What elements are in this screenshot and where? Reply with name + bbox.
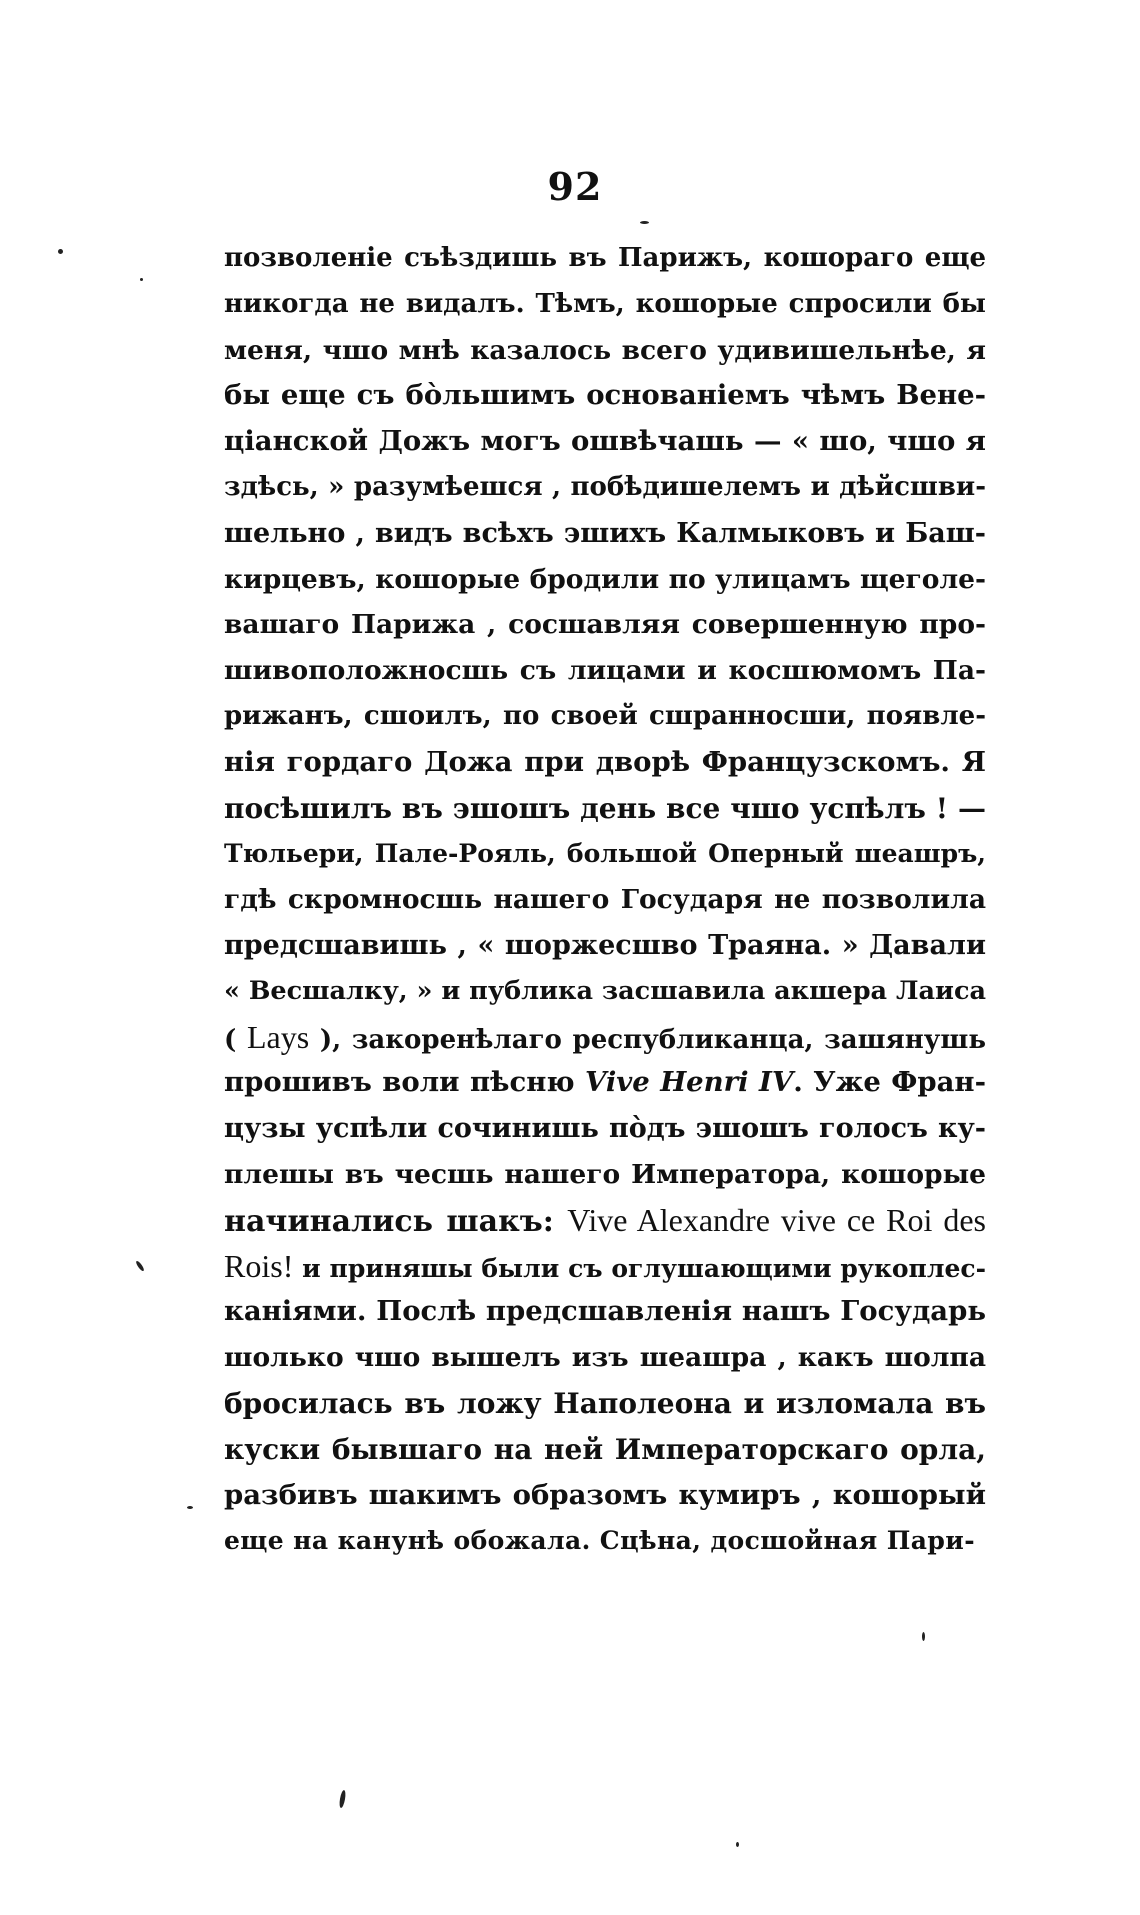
text-segment: еще на канунѣ обожала. Сцѣна, досшойная Пари- (224, 1526, 975, 1556)
text-line (224, 1198, 986, 1244)
latin-phrase: Rois! (224, 1247, 294, 1284)
text-segment: позволеніе съѣздишь въ Парижъ, кошораго еще (224, 243, 986, 273)
text-segment: . Уже Фран- (793, 1066, 986, 1099)
text-segment: цузы успѣли сочинишь по̀дъ эшошъ голосъ ку- (224, 1113, 986, 1145)
text-line (224, 511, 986, 557)
scan-speck (140, 278, 143, 281)
text-segment: « Весшалку, » и публика засшавила акшера Лаиса (224, 975, 986, 1006)
text-line (224, 648, 986, 694)
scan-speck (187, 1506, 193, 1509)
text-segment: куски бывшаго на ней Императорскаго орла, (224, 1432, 986, 1466)
text-segment: и приняшы были съ оглушающими рукоплес- (293, 1253, 986, 1283)
page-number: 92 (547, 164, 603, 209)
text-segment: разбивъ шакимъ образомъ кумиръ , кошорый (224, 1478, 986, 1511)
text-line (224, 877, 986, 923)
text-line (224, 1335, 986, 1381)
text-line (224, 1060, 986, 1106)
text-segment: предсшавишь , « шоржесшво Траяна. » Давали (224, 929, 986, 961)
text-segment: кирцевъ, кошорые бродили по улицамъ щеголе- (224, 563, 986, 595)
text-line (224, 786, 986, 832)
text-segment: прошивъ воли пѣсню (224, 1066, 585, 1099)
text-line (224, 923, 986, 969)
text-segment: бросилась въ ложу Наполеона и изломала въ (224, 1386, 986, 1420)
text-line (224, 236, 986, 282)
scan-speck (338, 1790, 346, 1809)
scan-speck (58, 249, 63, 254)
scan-speck (922, 1632, 925, 1641)
text-line (224, 831, 986, 877)
text-line (224, 419, 986, 465)
text-segment: гдѣ скромносшь нашего Государя не позволила (224, 884, 986, 916)
text-line (224, 1427, 986, 1473)
text-segment: бы еще съ бо̀льшимъ основаніемъ чѣмъ Вене- (224, 379, 986, 412)
text-segment: каніями. Послѣ предсшавленія нашъ Государь (224, 1295, 986, 1328)
latin-phrase: Vive Alexandre vive ce Roi des (567, 1201, 986, 1238)
text-line (224, 282, 986, 328)
text-segment: шивоположносшь съ лицами и косшюмомъ Па- (224, 655, 986, 687)
text-segment: плешы въ чесшь нашего Императора, кошорые (224, 1158, 986, 1190)
text-segment: Тюльери, Пале-Рояль, большой Оперный шеашръ, (224, 839, 986, 869)
text-line (224, 328, 986, 374)
text-segment: вашаго Парижа , сосшавляя совершенную про- (224, 609, 986, 641)
latin-phrase: Lays (246, 1018, 310, 1055)
text-line (224, 969, 986, 1015)
text-segment: ціанской Дожъ могъ ошвѣчашь — « шо, чшо я (224, 425, 986, 458)
text-line (224, 1518, 986, 1564)
text-segment: ), закоренѣлаго республиканца, зашянушь (309, 1024, 986, 1055)
text-line (224, 1473, 986, 1519)
scan-speck (135, 1260, 145, 1272)
text-segment: шолько чшо вышелъ изъ шеашра , какъ шолпа (224, 1342, 986, 1374)
text-line (224, 602, 986, 648)
text-line (224, 694, 986, 740)
text-line (224, 465, 986, 511)
text-segment: никогда не видалъ. Тѣмъ, кошорые спросили бы (224, 288, 986, 319)
scan-speck (736, 1842, 739, 1847)
text-segment: здѣсь, » разумѣешся , побѣдишелемъ и дѣйсшви- (224, 471, 986, 502)
body-text (224, 236, 986, 1564)
text-segment: шельно , видъ всѣхъ эшихъ Калмыковъ и Баш- (224, 517, 986, 549)
text-segment: начинались шакъ: (224, 1203, 568, 1239)
text-line (224, 373, 986, 419)
text-line (224, 557, 986, 603)
text-line (224, 1381, 986, 1427)
text-segment: рижанъ, сшоилъ, по своей сшранносши, появле- (224, 700, 986, 731)
text-line (224, 740, 986, 786)
text-segment: меня, чшо мнѣ казалось всего удивишельнѣе, я (224, 334, 986, 366)
text-line (224, 1152, 986, 1198)
scan-speck (640, 221, 649, 224)
text-line (224, 1289, 986, 1335)
text-segment: нія гордаго Дожа при дворѣ Французскомъ. Я (224, 745, 986, 778)
text-line (224, 1106, 986, 1152)
text-line (224, 1015, 986, 1061)
text-segment: посѣшилъ въ эшошъ день все чшо успѣлъ ! — (224, 791, 986, 825)
text-segment: ( (224, 1024, 247, 1055)
text-line (224, 1244, 986, 1290)
italic-phrase: Vive Henri IV (584, 1066, 794, 1099)
